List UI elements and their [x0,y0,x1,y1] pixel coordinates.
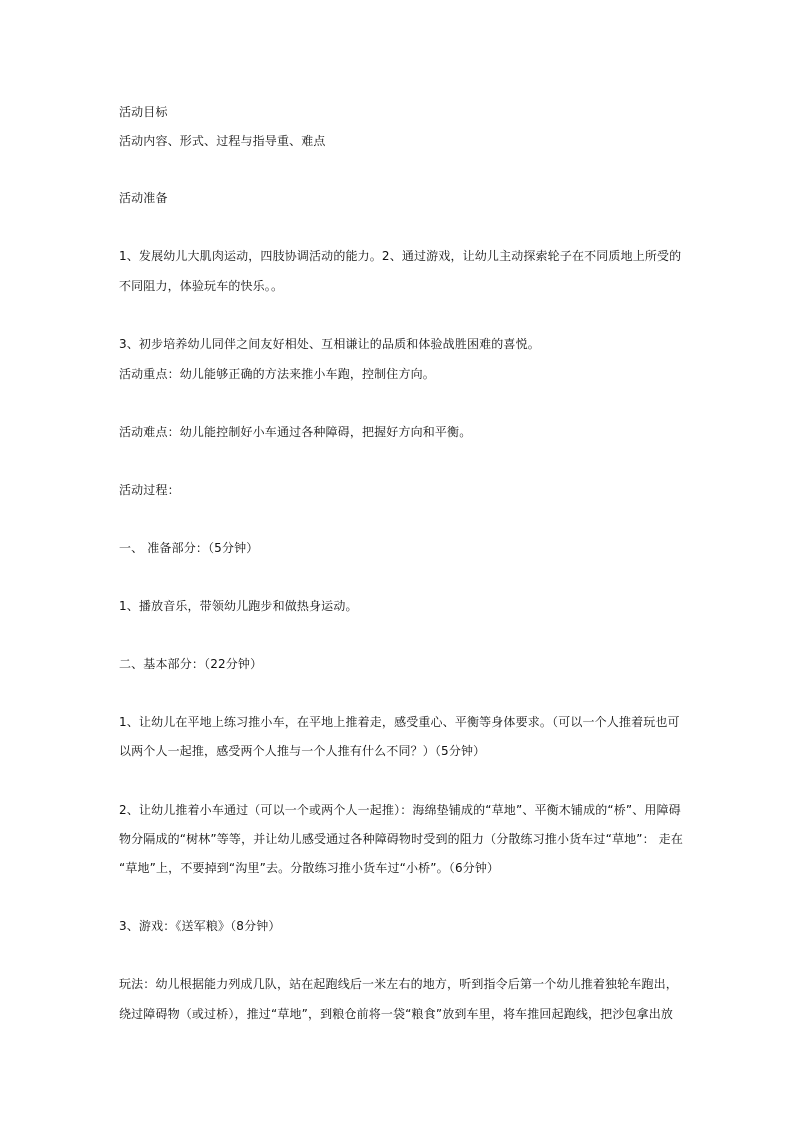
heading-activity-process: 活动过程： [119,483,180,497]
basic-step-2-line-1: 2、让幼儿推着小车通过（可以一个或两个人一起推）：海绵垫铺成的“草地”、平衡木铺成的“桥”、用障碍 [119,803,681,817]
basic-step-2-line-2: 物分隔成的“树林”等等，并让幼儿感受通过各种障碍物时受到的阻力（分散练习推小货车过“草地”： 走在 [119,832,684,846]
goal-paragraph-line-2: 不同阻力，体验玩车的快乐。。 [119,279,284,293]
game-rules-line-1: 玩法：幼儿根据能力列成几队，站在起跑线后一米左右的地方，听到指令后第一个幼儿推着独轮车跑出， [119,977,678,991]
heading-activity-content: 活动内容、形式、过程与指导重、难点 [119,134,326,148]
goal-paragraph-line-1: 1、发展幼儿大肌肉运动，四肢协调活动的能力。2、通过游戏，让幼儿主动探索轮子在不同质地上所受的 [119,249,682,263]
preparation-step-1: 1、播放音乐，带领幼儿跑步和做热身运动。 [119,599,358,613]
game-rules-line-2: 绕过障碍物（或过桥），推过“草地”，到粮仓前将一袋“粮食”放到车里，将车推回起跑线，把沙包拿出放 [119,1007,674,1021]
heading-activity-goals: 活动目标 [119,105,168,119]
heading-activity-preparation: 活动准备 [119,191,168,205]
section-preparation-part: 一、 准备部分：（5分钟） [119,541,259,555]
basic-step-2-line-3: “草地”上，不要掉到“沟里”去。分散练习推小货车过“小桥”。（6分钟） [119,861,500,875]
activity-key-point: 活动重点：幼儿能够正确的方法来推小车跑，控制住方向。 [119,367,435,381]
goal-paragraph-3: 3、初步培养幼儿同伴之间友好相处、互相谦让的品质和体验战胜困难的喜悦。 [119,337,540,351]
basic-step-1-line-1: 1、让幼儿在平地上练习推小车，在平地上推着走，感受重心、平衡等身体要求。（可以一个人推着玩也可 [119,715,680,729]
game-title: 3、游戏：《送军粮》（8分钟） [119,919,281,933]
activity-difficulty: 活动难点：幼儿能控制好小车通过各种障碍，把握好方向和平衡。 [119,425,472,439]
section-basic-part: 二、基本部分：（22分钟） [119,657,263,671]
basic-step-1-line-2: 以两个人一起推，感受两个人推与一个人推有什么不同？）（5分钟） [119,744,486,758]
